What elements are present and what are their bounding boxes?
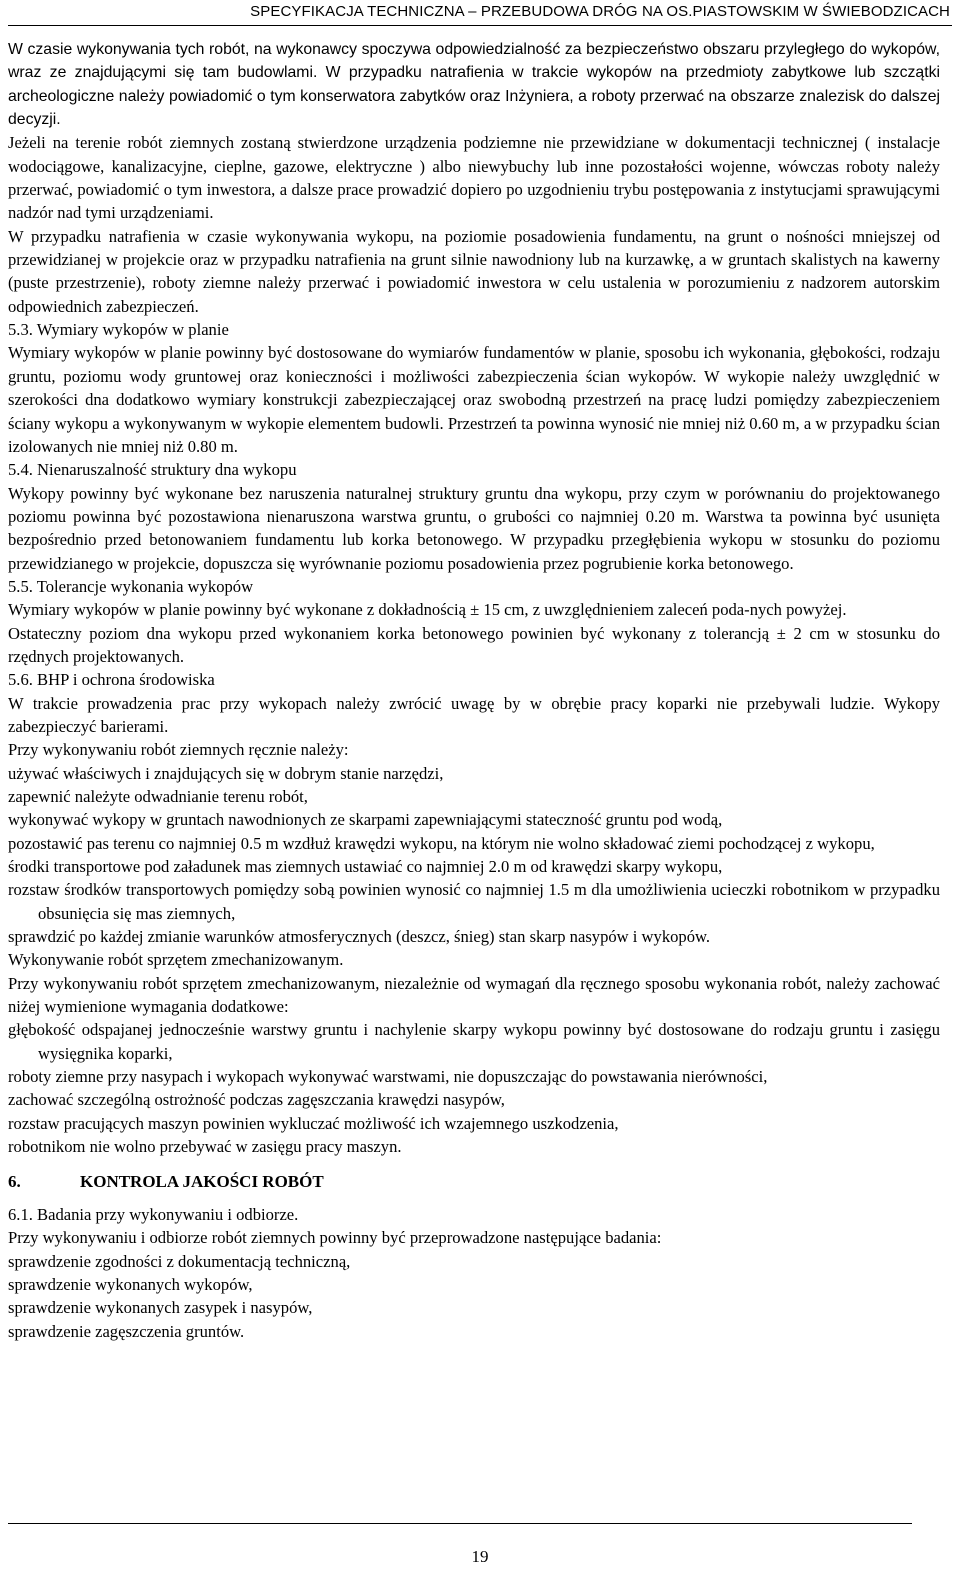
paragraph: Wykonywanie robót sprzętem zmechanizowanym. xyxy=(8,950,344,970)
paragraph: wykonywać wykopy w gruntach nawodnionych ze skarpami zapewniającymi stateczność gruntu pod wodą, xyxy=(8,810,723,830)
paragraph: głębokość odspajanej jednocześnie warstwy gruntu i nachylenie skarpy wykopu powinny być dostosowane do rodzaju gruntu i zasięgu wysięgnika koparki, xyxy=(8,1020,940,1063)
paragraph: rozstaw pracujących maszyn powinien wykluczać możliwość ich wzajemnego uszkodzenia, xyxy=(8,1113,619,1133)
paragraph: sprawdzenie zgodności z dokumentacją techniczną, xyxy=(8,1251,351,1271)
paragraph-list-after xyxy=(8,1203,940,1343)
paragraph: Ostateczny poziom dna wykopu przed wykonaniem korka betonowego powinien być wykonany z tolerancją ± 2 cm w stosunku do rzędnych projektowanych. xyxy=(8,623,940,666)
paragraph: 5.6. BHP i ochrona środowiska xyxy=(8,670,215,690)
paragraph: 5.4. Nienaruszalność struktury dna wykopu xyxy=(8,460,297,480)
paragraph: robotnikom nie wolno przebywać w zasięgu pracy maszyn. xyxy=(8,1137,402,1157)
paragraph: Przy wykonywaniu robót sprzętem zmechanizowanym, niezależnie od wymagań dla ręcznego sposobu wykonania robót, należy zachować niżej wymienione wymagania dodatkowe: xyxy=(8,973,940,1017)
paragraph: 6.1. Badania przy wykonywaniu i odbiorze. xyxy=(8,1204,299,1224)
paragraph: sprawdzić po każdej zmianie warunków atmosferycznych (deszcz, śnieg) stan skarp nasypów i wykopów. xyxy=(8,927,711,947)
paragraph: środki transportowe pod załadunek mas ziemnych ustawiać co najmniej 2.0 m od krawędzi skarpy wykopu, xyxy=(8,857,723,877)
paragraph: sprawdzenie wykonanych zasypek i nasypów, xyxy=(8,1298,313,1318)
paragraph: 5.5. Tolerancje wykonania wykopów xyxy=(8,576,254,596)
footer-rule xyxy=(8,1523,912,1524)
paragraph: W przypadku natrafienia w czasie wykonywania wykopu, na poziomie posadowienia fundamentu, na grunt o nośności mniejszej od przewidzianej w projekcie oraz w przypadku natrafienia na grunt silnie nawodniony lub na kurzawkę, a w gruntach skalistych na kawerny (puste przestrzenie), roboty ziemne należy przerwać i powiadomić inwestora w celu ustalenia w porozumieniu z nadzorem autorskim odpowiednich zabezpieczeń. xyxy=(8,226,940,316)
paragraph: rozstaw środków transportowych pomiędzy sobą powinien wynosić co najmniej 1.5 m dla umożliwienia ucieczki robotnikom w przypadku obsunięcia się mas ziemnych, xyxy=(8,880,940,923)
paragraph: Wymiary wykopów w planie powinny być wykonane z dokładnością ± 15 cm, z uwzględnieniem zaleceń poda-nych powyżej. xyxy=(8,600,847,620)
page-number: 19 xyxy=(471,1547,489,1566)
paragraph: W czasie wykonywania tych robót, na wykonawcy spoczywa odpowiedzialność za bezpieczeństwo obszaru przyległego do wykopów, wraz ze znajdującymi się tam budowlami. W przypadku natrafienia w trakcie wykopów na przedmioty zabytkowe lub szczątki archeologiczne należy powiadomić o tym konserwatora zabytków oraz Inżyniera, a roboty przerwać na obszarze znalezisk do dalszej decyzji. xyxy=(8,41,940,129)
paragraph: Wykopy powinny być wykonane bez naruszenia naturalnej struktury gruntu dna wykopu, przy czym w porównaniu do projektowanego poziomu powinna być pozostawiona nienaruszona warstwa gruntu, o grubości co najmniej 0.20 m. Warstwa ta powinna być usunięta bezpośrednio przed betonowaniem fundamentu lub korka betonowego. W przypadku przegłębienia wykopu w stosunku do poziomu przewidzianego w projekcie, dopuszcza się wyrównanie poziomu posadowienia przez pogrubienie korka betonowego. xyxy=(8,483,940,573)
paragraph: W trakcie prowadzenia prac przy wykopach należy zwrócić uwagę by w obrębie pracy koparki nie przebywali ludzie. Wykopy zabezpieczyć barierami. xyxy=(8,693,940,736)
paragraph: Przy wykonywaniu robót ziemnych ręcznie należy: xyxy=(8,740,349,760)
running-header: SPECYFIKACJA TECHNICZNA – PRZEBUDOWA DRÓG NA OS.PIASTOWSKIM W ŚWIEBODZICACH xyxy=(8,0,952,26)
paragraph: pozostawić pas terenu co najmniej 0.5 m wzdłuż krawędzi wykopu, na którym nie wolno składować ziemi pochodzącej z wykopu, xyxy=(8,833,875,853)
section-title: KONTROLA JAKOŚCI ROBÓT xyxy=(80,1171,324,1191)
paragraph: 5.3. Wymiary wykopów w planie xyxy=(8,320,229,340)
paragraph: zachować szczególną ostrożność podczas zagęszczania krawędzi nasypów, xyxy=(8,1090,505,1110)
paragraph: zapewnić należyte odwadnianie terenu robót, xyxy=(8,787,308,806)
paragraph-list xyxy=(8,38,940,1159)
paragraph: roboty ziemne przy nasypach i wykopach wykonywać warstwami, nie dopuszczając do powstawania nierówności, xyxy=(8,1067,768,1087)
paragraph: sprawdzenie wykonanych wykopów, xyxy=(8,1274,253,1294)
paragraph: Wymiary wykopów w planie powinny być dostosowane do wymiarów fundamentów w planie, sposobu ich wykonania, głębokości, rodzaju gruntu, poziomu wody gruntowej oraz konieczności i możliwości zabezpieczenia ścian wykopów. W wykopie należy uwzględnić w szerokości dna dodatkowo wymiary konstrukcji zabezpieczającej oraz swobodną przestrzeń na pracę ludzi pomiędzy zabezpieczeniem ściany wykopu a wykonywanym w wykopie elementem budowli. Przestrzeń ta powinna wynosić nie mniej niż 0.60 m, a w przypadku ścian izolowanych nie mniej niż 0.80 m. xyxy=(8,343,940,456)
section-heading xyxy=(8,1170,940,1193)
paragraph: sprawdzenie zagęszczenia gruntów. xyxy=(8,1321,245,1341)
section-number: 6. xyxy=(8,1171,21,1191)
body-text xyxy=(8,38,940,1343)
paragraph: Jeżeli na terenie robót ziemnych zostaną stwierdzone urządzenia podziemne nie przewidziane w dokumentacji technicznej ( instalacje wodociągowe, kanalizacyjne, cieplne, gazowe, elektryczne ) albo niewybuchy lub inne pozostałości wojenne, wówczas roboty należy przerwać, powiadomić o tym inwestora, a dalsze prace prowadzić dopiero po uzgodnieniu trybu postępowania z instytucjami sprawującymi nadzór nad tymi urządzeniami. xyxy=(8,133,940,223)
paragraph: używać właściwych i znajdujących się w dobrym stanie narzędzi, xyxy=(8,763,444,783)
paragraph: Przy wykonywaniu i odbiorze robót ziemnych powinny być przeprowadzone następujące badania: xyxy=(8,1228,662,1248)
